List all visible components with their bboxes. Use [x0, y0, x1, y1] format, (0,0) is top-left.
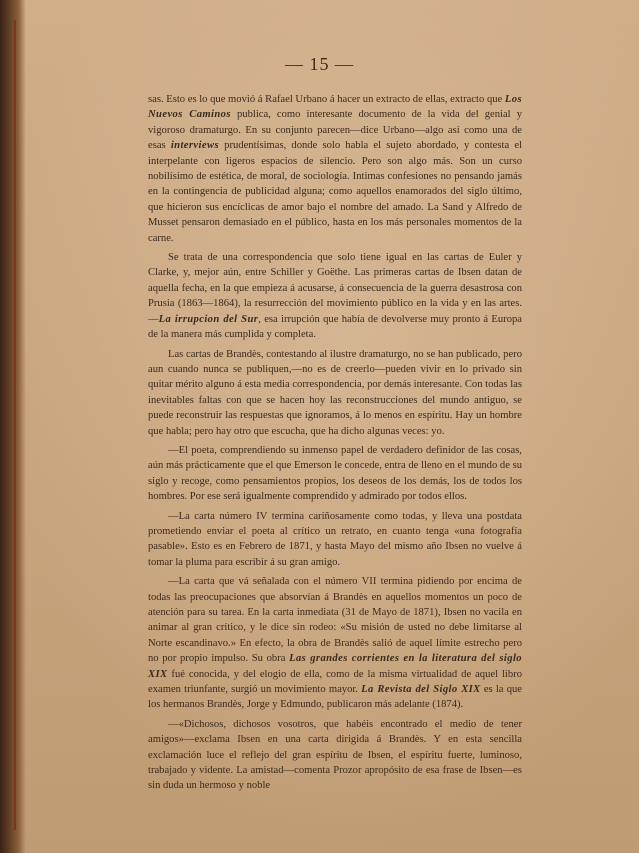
binding-red-rule: [14, 20, 16, 830]
text-run: —El poeta, comprendiendo su inmenso papel de verdadero definidor de las cosas, aún más prácticamente que el que Emerson le concede, entra de lleno en el mundo de su siglo y recoge, como pensamientos propios, los deseos de los demás, los de todos los hombres. Por ese será igualmente comprendido y admirado por todos ellos.: [148, 444, 522, 503]
italic-title: Los Nuevos Caminos: [148, 94, 522, 121]
paragraph: [148, 717, 522, 794]
text-run: Se trata de una correspondencia que solo tiene igual en las cartas de Euler y Clarke, y, mejor aún, entre Schiller y Goëthe. Las primeras cartas de Ibsen datan de aquella fecha, en la que empieza á acusarse, á consecuencia de la guerra desastrosa con Prusia (1863—1864), la resurrección del movimiento público en la vida y en las artes.—: [148, 252, 522, 325]
text-run: —La carta número IV termina cariñosamente como todas, y lleva una postdata prometiendo enviar el poeta al crítico un retrato, en cuanto tenga «una fotografía pasable». Esto es en Febrero de 1871, y hasta Mayo del mismo año Ibsen no vuelve á tomar la pluma para escribir á su gran amigo.: [148, 510, 522, 568]
text-run: Las cartas de Brandès, contestando al ilustre dramaturgo, no se han publicado, pero aun cuando nunca se publiquen,—no es de creerlo—pueden vivir en lo privado sin quitar mérito alguno á esta media correspondencia, por demás interesante. Con todas las inevitables faltas con que se hacen hoy las reconstrucciones del mundo antiguo, se puede reconstruir las respuestas que ignoramos, á lo menos en espíritu. Hay un hombre que habla; pero hay otro que escucha, que ha dicho algunas veces: yo.: [148, 348, 522, 437]
italic-title: Las grandes corrientes en la literatura del siglo XIX: [148, 653, 522, 680]
paragraph: [148, 250, 522, 342]
text-run: es la que los hermanos Brandès, Jorge y Edmundo, publicaron más adelante (1874).: [148, 684, 523, 711]
italic-title: La Revista del Siglo XIX: [361, 684, 481, 696]
text-run: prudentísimas, donde solo habla el sujeto abordado, y contesta el interpelante con ligeros espacios de silencio. Pero son algo más. Son un curso nobilísimo de estética, de moral, de sociología. Intimas confesiones no pensando jamás en la contingencia de publicidad alguna; como aquellos enamorados del siglo último, que hicieron sus encíclicas de amor bajo el nombre del amado. La Sand y Alfredo de Musset pensaron demasiado en el público, hasta en los más personales momentos de la carne.: [148, 140, 522, 244]
body-text: [148, 92, 522, 798]
italic-title: La irrupcion del Sur: [158, 313, 259, 325]
paragraph: [148, 509, 522, 571]
paragraph: [148, 347, 522, 439]
paragraph: [148, 574, 522, 713]
paragraph: [148, 443, 522, 505]
text-run: publica, como interesante documento de la vida del genial y vigoroso dramaturgo. En su conjunto parecen—dice Urbano—algo así como una de esas: [148, 109, 522, 152]
text-run: —La carta que vá señalada con el número VII termina pidiendo por encima de todas las preocupaciones que absorvían á Brandès en aquellos momentos un poco de atención para su tarea. En la carta inmediata (31 de Mayo de 1871), Ibsen no vacila en animar al gran crítico, y le dice sin rodeo: «Su misión de usted no debe limitarse al Norte escandinavo.» En efecto, la obra de Brandès salió de aquel límite estrecho pero no por propio impulso. Su obra: [148, 576, 522, 665]
page-number: — 15 —: [285, 54, 354, 74]
text-run: sas. Esto es lo que movió á Rafael Urbano á hacer un extracto de ellas, extracto que: [148, 94, 505, 105]
text-run: —«Dichosos, dichosos vosotros, que habéis encontrado el medio de tener amigos»—exclama Ibsen en una carta dirigida á Brandès. Y en esta sencilla exclamación luce el reflejo del gran espíritu de Ibsen, el espíritu fuerte, luminoso, trabajado y vidente. La amistad—comenta Prozor apropósito de esa frase de Ibsen—es sin duda un hermoso y noble: [148, 718, 522, 792]
italic-title: interviews: [170, 140, 219, 152]
paragraph: [148, 92, 522, 246]
book-binding-edge: [0, 0, 26, 853]
text-run: , esa irrupción que había de devolverse muy pronto á Europa de la manera más cumplida y completa.: [148, 313, 522, 341]
text-run: fué conocida, y del elogio de ella, como de la misma virtualidad de aquel libro examen triunfante, surgió un movimiento mayor.: [148, 668, 522, 696]
